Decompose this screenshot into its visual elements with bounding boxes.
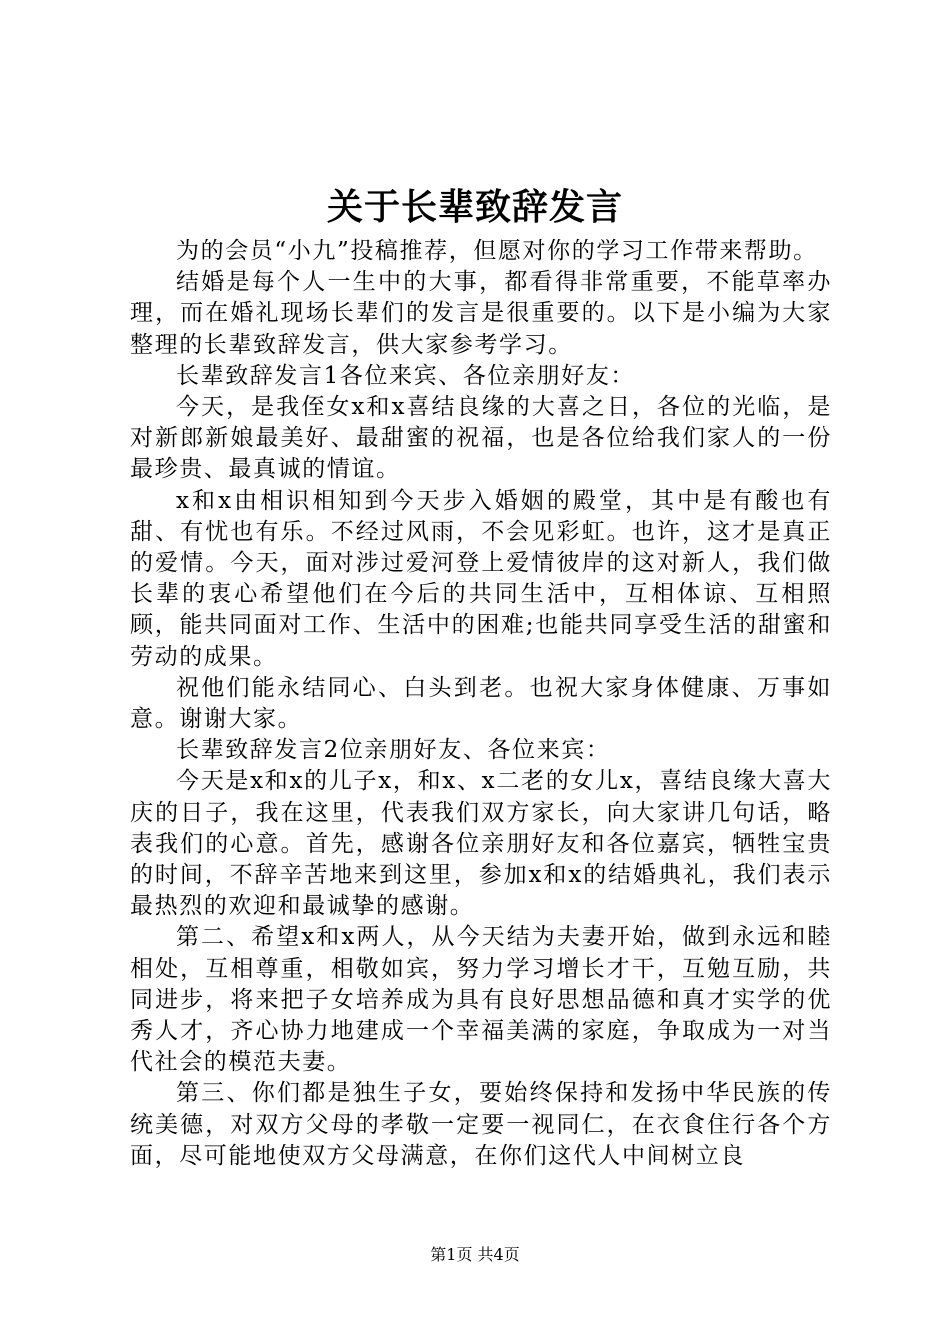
paragraph-speech2-heading: 长辈致辞发言2位亲朋好友、各位来宾： (176, 737, 611, 764)
paragraph-preface: 结婚是每个人一生中的大事，都看得非常重要，不能草率办理，而在婚礼现场长辈们的发言是很重要的。以下是小编为大家整理的长辈致辞发言，供大家参考学习。 (130, 269, 832, 358)
paragraph-speech1-heading: 长辈致辞发言1各位来宾、各位亲朋好友： (176, 362, 636, 389)
paragraph-speech2-opening: 今天是x和x的儿子x，和x、x二老的女儿x，喜结良缘大喜大庆的日子，我在这里，代表我们双方家长，向大家讲几句话，略表我们的心意。首先，感谢各位亲朋好友和各位嘉宾，牺牲宝贵的时间，不辞辛苦地来到这里，参加x和x的结婚典礼，我们表示最热烈的欢迎和最诚挚的感谢。 (130, 768, 832, 920)
page-number-footer: 第1页 共4页 (430, 1245, 520, 1264)
paragraph-speech1-opening: 今天，是我侄女x和x喜结良缘的大喜之日，各位的光临，是对新郎新娘最美好、最甜蜜的祝福，也是各位给我们家人的一份最珍贵、最真诚的情谊。 (130, 394, 832, 483)
paragraph-speech2-third: 第三、你们都是独生子女，要始终保持和发扬中华民族的传统美德，对双方父母的孝敬一定要一视同仁，在衣食住行各个方面，尽可能地使双方父母满意，在你们这代人中间树立良 (130, 1080, 832, 1169)
document-body (130, 236, 832, 1172)
paragraph-speech1-body: x和x由相识相知到今天步入婚姻的殿堂，其中是有酸也有甜、有忧也有乐。不经过风雨，不会见彩虹。也许，这才是真正的爱情。今天，面对涉过爱河登上爱情彼岸的这对新人，我们做长辈的衷心希望他们在今后的共同生活中，互相体谅、互相照顾，能共同面对工作、生活中的困难;也能共同享受生活的甜蜜和劳动的成果。 (130, 487, 832, 670)
paragraph-speech2-second: 第二、希望x和x两人，从今天结为夫妻开始，做到永远和睦相处，互相尊重，相敬如宾，努力学习增长才干，互勉互励，共同进步，将来把子女培养成为具有良好思想品德和真才实学的优秀人才，齐心协力地建成一个幸福美满的家庭，争取成为一对当代社会的模范夫妻。 (130, 924, 832, 1076)
paragraph-intro: 为的会员“小九”投稿推荐，但愿对你的学习工作带来帮助。 (176, 238, 818, 264)
document-title: 关于长辈致辞发言 (326, 186, 623, 228)
paragraph-speech1-closing: 祝他们能永结同心、白头到老。也祝大家身体健康、万事如意。谢谢大家。 (130, 674, 832, 733)
